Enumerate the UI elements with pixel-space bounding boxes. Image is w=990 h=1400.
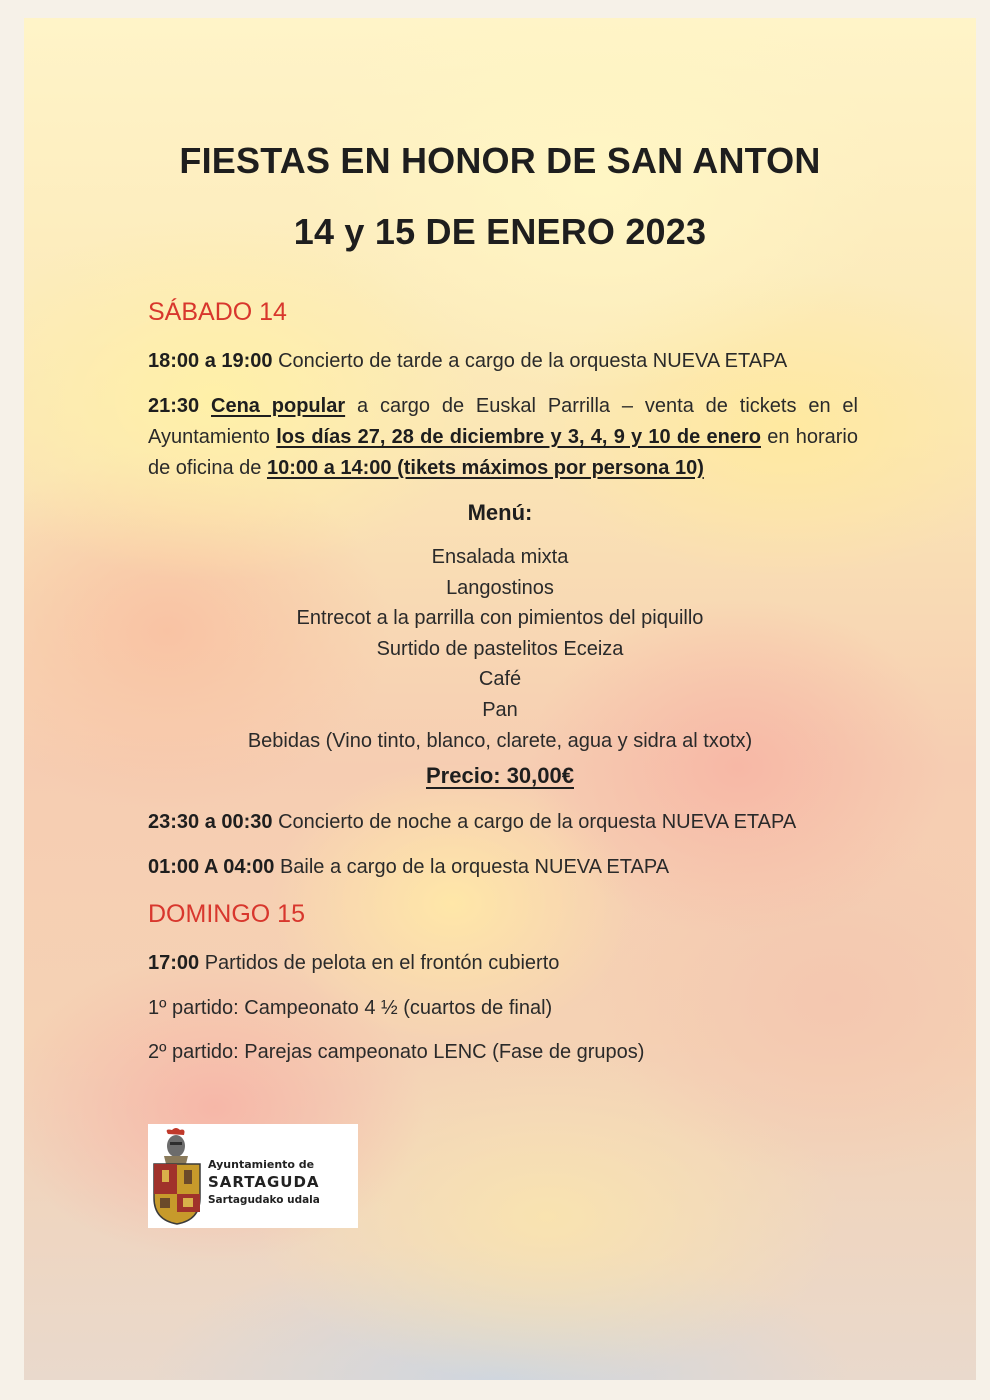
event-text: Baile a cargo de la orquesta NUEVA ETAPA — [274, 856, 670, 878]
dinner-title: Cena popular — [211, 395, 346, 417]
event-text: Concierto de noche a cargo de la orquesta NUEVA ETAPA — [272, 811, 797, 833]
event-text: Partidos de pelota en el frontón cubierto — [199, 952, 560, 974]
event-time: 18:00 a 19:00 — [148, 350, 273, 372]
saturday-event-dinner — [148, 391, 858, 484]
menu-item: Langostinos — [446, 577, 554, 599]
menu-item: Surtido de pastelitos Eceiza — [376, 638, 624, 660]
dinner-text: a cargo de Euskal Parrilla – venta de tickets en el Ayuntamiento — [148, 395, 858, 448]
ticket-dates: los días 27, 28 de diciembre y 3, 4, 9 y 10 de enero — [276, 426, 761, 448]
logo-line-3: Sartagudako udala — [208, 1194, 320, 1206]
menu-item: Entrecot a la parrilla con pimientos del piquillo — [296, 607, 704, 629]
sunday-event-pelota — [148, 948, 858, 979]
saturday-event-night-concert — [148, 807, 858, 838]
menu-price: Precio: 30,00€ — [426, 763, 574, 788]
logo-text — [208, 1158, 320, 1206]
saturday-event-afternoon-concert — [148, 346, 858, 377]
menu-item: Pan — [482, 699, 518, 721]
coat-of-arms-icon — [150, 1126, 206, 1226]
poster — [24, 18, 976, 1380]
event-time: 01:00 A 04:00 — [148, 856, 275, 878]
sunday-heading: DOMINGO 15 — [148, 900, 305, 928]
saturday-heading: SÁBADO 14 — [148, 298, 287, 326]
event-text: Concierto de tarde a cargo de la orquesta NUEVA ETAPA — [272, 350, 788, 372]
logo-line-2: SARTAGUDA — [208, 1173, 320, 1191]
logo-line-1: Ayuntamiento de — [208, 1158, 315, 1171]
poster-dates: 14 y 15 DE ENERO 2023 — [293, 211, 707, 252]
event-time: 17:00 — [148, 952, 200, 974]
town-hall-logo — [148, 1124, 358, 1228]
menu-heading: Menú: — [467, 500, 533, 525]
menu-item: Café — [478, 668, 522, 690]
sunday-match-1: 1º partido: Campeonato 4 ½ (cuartos de final) — [148, 997, 553, 1019]
poster-title: FIESTAS EN HONOR DE SAN ANTON — [179, 140, 821, 181]
dinner-text-2: en horario de oficina de — [148, 426, 858, 479]
event-time: 23:30 a 00:30 — [148, 811, 273, 833]
ticket-hours: 10:00 a 14:00 (tikets máximos por persona 10) — [266, 457, 704, 479]
menu-item: Ensalada mixta — [431, 546, 569, 568]
event-time: 21:30 — [148, 395, 200, 417]
menu-item: Bebidas (Vino tinto, blanco, clarete, agua y sidra al txotx) — [247, 730, 753, 752]
saturday-event-dance — [148, 852, 858, 883]
sunday-match-2: 2º partido: Parejas campeonato LENC (Fase de grupos) — [148, 1041, 645, 1063]
